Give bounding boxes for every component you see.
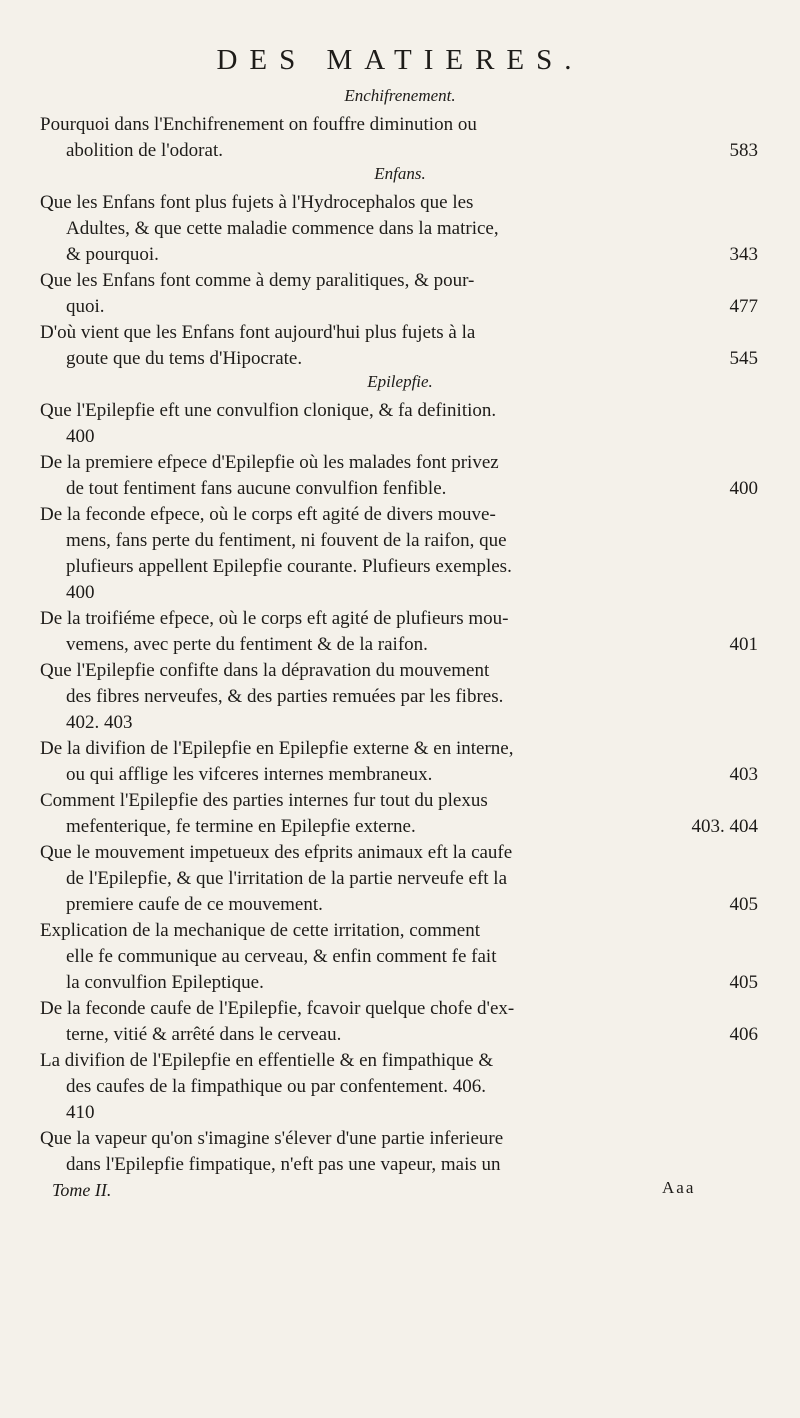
entry-line: des caufes de la fimpathique ou par confentement. 406. xyxy=(66,1076,486,1097)
entry-line: vemens, avec perte du fentiment & de la raifon. 401 xyxy=(40,632,764,658)
volume-label: Tome II. xyxy=(52,1180,112,1200)
entry-line: De la feconde caufe de l'Epilepfie, fcavoir quelque chofe d'ex- xyxy=(40,998,515,1019)
index-entry xyxy=(40,606,764,658)
index-entry xyxy=(40,788,764,840)
entry-line: D'où vient que les Enfans font aujourd'hui plus fujets à la xyxy=(40,322,476,343)
entry-line: Explication de la mechanique de cette irritation, comment xyxy=(40,920,480,941)
entry-line: abolition de l'odorat. 583 xyxy=(40,138,764,164)
section-heading: Epilepfie. xyxy=(367,372,433,391)
entry-line: elle fe communique au cerveau, & enfin comment fe fait xyxy=(66,946,497,967)
entry-line: plufieurs appellent Epilepfie courante. Plufieurs exemples. xyxy=(66,556,512,577)
index-entry xyxy=(40,658,764,736)
entry-line: La divifion de l'Epilepfie en effentielle & en fimpathique & xyxy=(40,1050,494,1071)
index-entry xyxy=(40,450,764,502)
entry-line: De la divifion de l'Epilepfie en Epilepfie externe & en interne, xyxy=(40,738,514,759)
page-reference: 400 xyxy=(729,478,758,499)
entry-line: mens, fans perte du fentiment, ni fouvent de la raifon, que xyxy=(66,530,507,551)
index-entry xyxy=(40,918,764,996)
entry-line: Que les Enfans font comme à demy paralitiques, & pour- xyxy=(40,270,475,291)
entry-line: De la premiere efpece d'Epilepfie où les malades font privez xyxy=(40,452,499,473)
index-entry xyxy=(40,112,764,164)
page-reference: 405 xyxy=(729,894,758,915)
entry-line: Que la vapeur qu'on s'imagine s'élever d'une partie inferieure xyxy=(40,1128,504,1149)
page-reference: 403. 404 xyxy=(691,816,758,837)
running-head: DES MATIERES. xyxy=(216,44,584,76)
entry-line: mefenterique, fe termine en Epilepfie externe. 403. 404 xyxy=(40,814,764,840)
entry-line: premiere caufe de ce mouvement. 405 xyxy=(40,892,764,918)
entry-line: 402. 403 xyxy=(66,712,133,733)
entry-line: quoi. 477 xyxy=(40,294,764,320)
entry-line: & pourquoi. 343 xyxy=(40,242,764,268)
entry-line: la convulfion Epileptique. 405 xyxy=(40,970,764,996)
entry-line: 400 xyxy=(66,426,95,447)
index-entry xyxy=(40,320,764,372)
page-reference: 477 xyxy=(729,296,758,317)
index-entry xyxy=(40,268,764,320)
entry-line: de l'Epilepfie, & que l'irritation de la partie nerveufe eft la xyxy=(66,868,508,889)
entry-line: dans l'Epilepfie fimpatique, n'eft pas une vapeur, mais un xyxy=(66,1154,501,1175)
section-heading: Enchifrenement. xyxy=(344,86,456,105)
index-entry xyxy=(40,398,764,450)
page-reference: 405 xyxy=(729,972,758,993)
entry-line: des fibres nerveufes, & des parties remuées par les fibres. xyxy=(66,686,504,707)
section-heading: Enfans. xyxy=(374,164,426,183)
page-reference: 343 xyxy=(729,244,758,265)
entry-line: Que l'Epilepfie eft une convulfion clonique, & fa definition. xyxy=(40,400,497,421)
index-entry xyxy=(40,996,764,1048)
entry-line: 410 xyxy=(66,1102,95,1123)
page-reference: 583 xyxy=(729,140,758,161)
entry-line: terne, vitié & arrêté dans le cerveau. 406 xyxy=(40,1022,764,1048)
index-entry xyxy=(40,1048,764,1126)
entry-line: Que le mouvement impetueux des efprits animaux eft la caufe xyxy=(40,842,513,863)
entry-line: goute que du tems d'Hipocrate. 545 xyxy=(40,346,764,372)
entry-line: ou qui afflige les vifceres internes membraneux. 403 xyxy=(40,762,764,788)
page-reference: 406 xyxy=(729,1024,758,1045)
entry-line: De la troifiéme efpece, où le corps eft agité de plufieurs mou- xyxy=(40,608,509,629)
entry-line: Pourquoi dans l'Enchifrenement on fouffre diminution ou xyxy=(40,114,477,135)
index-entry xyxy=(40,736,764,788)
entry-line: Que les Enfans font plus fujets à l'Hydrocephalos que les xyxy=(40,192,474,213)
entry-line: Adultes, & que cette maladie commence dans la matrice, xyxy=(66,218,499,239)
entry-line: de tout fentiment fans aucune convulfion fenfible. 400 xyxy=(40,476,764,502)
index-entry xyxy=(40,502,764,606)
entry-line: 400 xyxy=(66,582,95,603)
page-reference: 403 xyxy=(729,764,758,785)
entry-line: De la feconde efpece, où le corps eft agité de divers mouve- xyxy=(40,504,496,525)
entry-line: Que l'Epilepfie confifte dans la dépravation du mouvement xyxy=(40,660,490,681)
page-reference: 401 xyxy=(729,634,758,655)
page-reference: 545 xyxy=(729,348,758,369)
index-entry xyxy=(40,1126,764,1178)
entry-line: Comment l'Epilepfie des parties internes fur tout du plexus xyxy=(40,790,488,811)
index-entry xyxy=(40,840,764,918)
signature-mark: Aaa xyxy=(662,1178,696,1197)
index-entry xyxy=(40,190,764,268)
